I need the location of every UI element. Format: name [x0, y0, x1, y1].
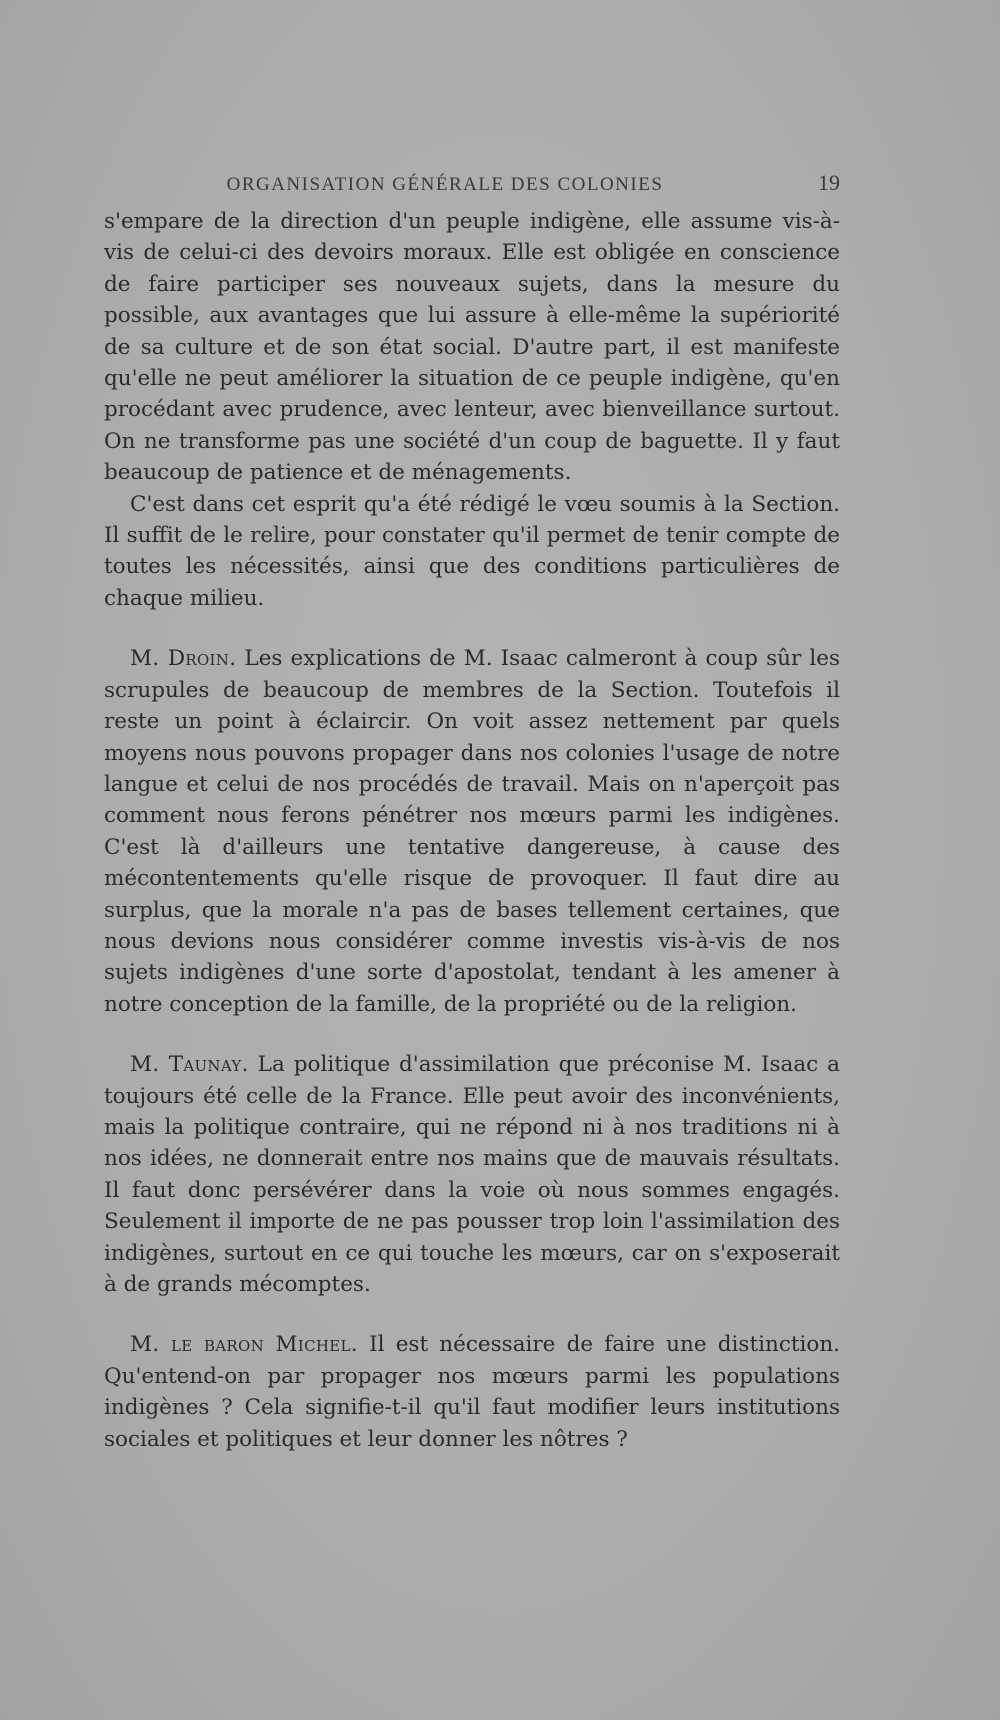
- speech-michel: [104, 1329, 840, 1455]
- running-title: ORGANISATION GÉNÉRALE DES COLONIES: [226, 174, 664, 195]
- paragraph-esprit: C'est dans cet esprit qu'a été rédigé le vœu soumis à la Section. Il suffit de le relire, pour constater qu'il permet de tenir compte de toutes les nécessités, ainsi que des conditions particulières de chaque milieu.: [104, 491, 840, 611]
- paragraph-continuation: s'empare de la direction d'un peuple indigène, elle assume vis-à-vis de celui-ci des devoirs moraux. Elle est obligée en conscience de faire participer ses nouveaux sujets, dans la mesure du possible, aux avantages que lui assure à elle-même la supériorité de sa culture et de son état social. D'autre part, il est manifeste qu'elle ne peut améliorer la situation de ce peuple indigène, qu'en procédant avec prudence, avec lenteur, avec bienveillance surtout. On ne transforme pas une société d'un coup de baguette. Il y faut beaucoup de patience et de ménagements.: [104, 209, 840, 486]
- speech-taunay: [104, 1049, 840, 1300]
- speaker-taunay: M. Taunay.: [130, 1052, 249, 1078]
- speech-michel-text: Il est nécessaire de faire une distinction. Qu'entend-on par propager nos mœurs parmi les populations indigènes ? Cela signifie-t-il qu'il faut modifier leurs institutions sociales et politiques et leur donner les nôtres ?: [104, 1332, 840, 1452]
- page-number: 19: [818, 170, 840, 195]
- speaker-droin: M. Droin.: [130, 646, 237, 672]
- speaker-michel: M. le baron Michel.: [130, 1332, 358, 1358]
- speech-taunay-text: La politique d'assimilation que préconise M. Isaac a toujours été celle de la France. Elle peut avoir des inconvénients, mais la politique contraire, qui ne répond ni à nos traditions ni à nos idées, ne donnerait entre nos mains que de mauvais résultats. Il faut donc persévérer dans la voie où nous sommes engagés. Seulement il importe de ne pas pousser trop loin l'assimilation des indigènes, surtout en ce qui touche les mœurs, car on s'exposerait à de grands mécomptes.: [104, 1052, 840, 1297]
- running-head: [100, 170, 840, 204]
- speech-droin-text: Les explications de M. Isaac calmeront à coup sûr les scrupules de beaucoup de membres de la Section. Toutefois il reste un point à éclaircir. On voit assez nettement par quels moyens nous pouvons propager dans nos colonies l'usage de notre langue et celui de nos procédés de travail. Mais on n'aperçoit pas comment nous ferons pénétrer nos mœurs parmi les indigènes. C'est là d'ailleurs une tentative dangereuse, à cause des mécontentements qu'elle risque de provoquer. Il faut dire au surplus, que la morale n'a pas de bases tellement certaines, que nous devions nous considérer comme investis vis-à-vis de nos sujets indigènes d'une sorte d'apostolat, tendant à les amener à notre conception de la famille, de la propriété ou de la religion.: [104, 646, 840, 1017]
- speech-droin: [104, 643, 840, 1020]
- body-text: [104, 206, 840, 1455]
